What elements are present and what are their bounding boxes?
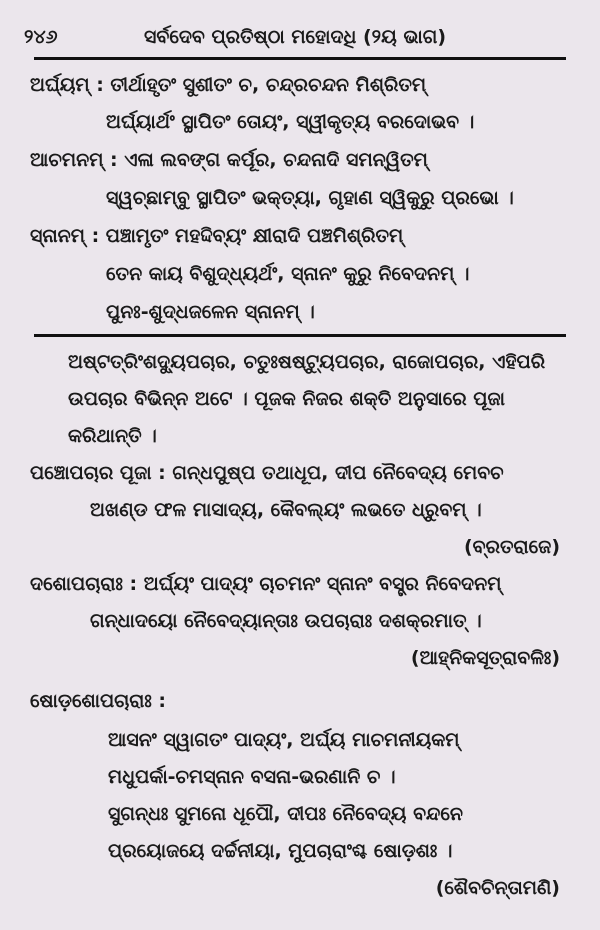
- verse-snana: ସ୍ନାନମ୍ : ପଞ୍ଚାମୃତଂ ମହଦ୍ଦିବ୍ୟଂ କ୍ଷୀରାଦି ପଞ୍ଚମିଶ୍ରିତମ୍: [30, 225, 404, 247]
- page-number: ୨୪୬: [24, 26, 58, 48]
- verse-line: ତେନ କାୟ ବିଶୁଦ୍ଧ୍ୟର୍ଥଂ, ସ୍ନାନଂ କୁରୁ ନିବେଦନମ୍ ।: [106, 263, 470, 285]
- verse-line: ଅର୍ଘ୍ୟାର୍ଥଂ ସ୍ଥାପିତଂ ତୋୟଂ, ସ୍ୱୀକୃତ୍ୟ ବରଦୋଭବ ।: [106, 111, 475, 133]
- verse-line: ପୁନଃ-ଶୁଦ୍ଧଜଳେନ ସ୍ନାନମ୍ ।: [106, 301, 315, 323]
- verse-line: ପ୍ରୟୋଜୟେ ଦର୍ଚ୍ଚନୀୟା, ମୁପଚାରାଂଶ୍ଚ ଷୋଡ଼ଶଃ ।: [108, 840, 453, 862]
- verse-line: ଅଖଣ୍ଡ ଫଳ ମାସାଦ୍ୟ, କୈବଲ୍ୟଂ ଲଭତେ ଧ୍ରୁବମ୍ ।: [90, 499, 482, 521]
- book-title: ସର୍ବଦେବ ପ୍ରତିଷ୍ଠା ମହୋଦଧି (୨ୟ ଭାଗ): [144, 26, 446, 48]
- source-citation: (ଆହ୍ନିକସୂତ୍ରାବଳିଃ): [410, 647, 560, 669]
- verse-line: ମଧୁପର୍କା-ଚମସ୍ନାନ ବସନା-ଭରଣାନି ଚ ।: [108, 766, 396, 788]
- verse-achamana: ଆଚମନମ୍ : ଏଳା ଲବଙ୍ଗ କର୍ପୂର, ଚନ୍ଦନାଦି ସମନ୍ୱିତମ୍: [30, 149, 428, 171]
- source-citation: (ଶୈବଚିନ୍ତାମଣି): [435, 877, 560, 899]
- paragraph-line: ଅଷ୍ଟତ୍ରିଂଶଦ୍ୟୁପଚାର, ଚତୁଃଷଷ୍ଟ୍ୟୁପଚାର, ରାଜୋପଚାର, ଏହିପରି: [68, 351, 546, 373]
- verse-line: ସୁଗନ୍ଧଃ ସୁମନୋ ଧୂପୌ, ଦୀପଃ ନୈବେଦ୍ୟ ବନ୍ଦନେ: [108, 803, 463, 825]
- verse-line: ଆସନଂ ସ୍ୱାଗତଂ ପାଦ୍ୟଂ, ଅର୍ଘ୍ୟ ମାଚମନୀୟକମ୍: [108, 729, 460, 751]
- paragraph-line: ଉପଚାର ବିଭିନ୍ନ ଅଟେ । ପୂଜକ ନିଜର ଶକ୍ତି ଅନୁସାରେ ପୂଜା: [68, 388, 505, 410]
- paragraph-line: କରିଥାନ୍ତି ।: [68, 425, 157, 447]
- panchopachara-heading: ପଞ୍ଚୋପଚାର ପୂଜା : ଗନ୍ଧପୁଷ୍ପ ତଥାଧୂପ, ଦୀପ ନୈବେଦ୍ୟ ମେବଚ: [30, 462, 504, 484]
- shodashopachara-heading: ଷୋଡ଼ଶୋପଚାରାଃ :: [30, 690, 167, 712]
- running-header: [24, 22, 574, 56]
- dashopachara-heading: ଦଶୋପଚାରାଃ : ଅର୍ଘ୍ୟଂ ପାଦ୍ୟଂ ଚାଚମନଂ ସ୍ନାନଂ ବସ୍ତ୍ର ନିବେଦନମ୍: [30, 573, 502, 595]
- header-rule: [34, 57, 566, 60]
- verse-line: ଗନ୍ଧାଦୟୋ ନୈବେଦ୍ୟାନ୍ତାଃ ଉପଚାରାଃ ଦଶକ୍ରମାତ୍ ।: [90, 610, 482, 632]
- verse-line: ସ୍ୱଚ୍ଛାମ୍ବୁ ସ୍ଥାପିତଂ ଭକ୍ତ୍ୟା, ଗୃହାଣ ସ୍ୱିକୁରୁ ପ୍ରଭୋ ।: [106, 187, 514, 209]
- section-rule: [34, 334, 566, 337]
- source-citation: (ବ୍ରତରାଜେ): [463, 536, 560, 558]
- verse-arghya: ଅର୍ଘ୍ୟମ୍ : ତୀର୍ଥାହୃତଂ ସୁଶୀତଂ ଚ, ଚନ୍ଦ୍ରଚନ୍ଦନ ମିଶ୍ରିତମ୍: [30, 74, 427, 96]
